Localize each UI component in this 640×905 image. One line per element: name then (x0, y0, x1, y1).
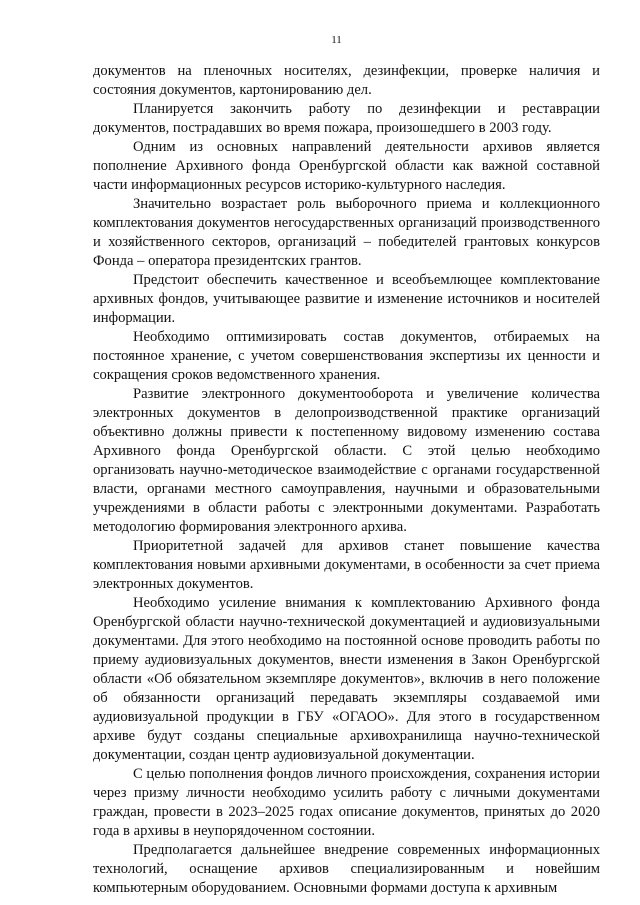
paragraph-6: Необходимо оптимизировать состав документов, отбираемых на постоянное хранение, с учетом совершенствования экспертизы их ценности и сокращения сроков ведомственного хранения. (93, 329, 600, 383)
paragraph-7: Развитие электронного документооборота и увеличение количества электронных документов в делопроизводственной практике организаций объективно должны привести к постепенному видовому изменению состава Архивного фонда Оренбургской области. С этой целью необходимо организовать научно-методическое взаимодействие с органами государственной власти, органами местного самоуправления, научными и образовательными учреждениями в области работы с электронными документами. Разработать методологию формирования электронного архива. (93, 386, 600, 535)
page-number: 11 (331, 34, 342, 46)
paragraph-4: Значительно возрастает роль выборочного приема и коллекционного комплектования документов негосударственных организаций производственного и хозяйственного секторов, организаций – победителей грантовых конкурсов Фонда – оператора президентских грантов. (93, 196, 600, 269)
paragraph-5: Предстоит обеспечить качественное и всеобъемлющее комплектование архивных фондов, учитывающее развитие и изменение источников и носителей информации. (93, 272, 600, 326)
paragraph-3: Одним из основных направлений деятельности архивов является пополнение Архивного фонда Оренбургской области как важной составной части информационных ресурсов историко-культурного наследия. (93, 139, 600, 193)
paragraph-2: Планируется закончить работу по дезинфекции и реставрации документов, пострадавших во время пожара, произошедшего в 2003 году. (93, 101, 600, 136)
paragraph-9: Необходимо усиление внимания к комплектованию Архивного фонда Оренбургской области научно-технической документацией и аудиовизуальными документами. Для этого необходимо на постоянной основе проводить работы по приему аудиовизуальных документов, внести изменения в Закон Оренбургской области «Об обязательном экземпляре документов», включив в него положение об обязанности организаций передавать экземпляры создаваемой ими аудиовизуальной продукции в ГБУ «ОГАОО». Для этого в государственном архиве будут созданы специальные архивохранилища научно-технической документации, создан центр аудиовизуальной документации. (93, 595, 600, 763)
paragraph-11: Предполагается дальнейшее внедрение современных информационных технологий, оснащение архивов специализированным и новейшим компьютерным оборудованием. Основными формами доступа к архивным (93, 842, 600, 896)
paragraph-10: С целью пополнения фондов личного происхождения, сохранения истории через призму личности необходимо усилить работу с личными документами граждан, провести в 2023–2025 годах описание документов, принятых до 2020 года в архивы в неупорядоченном состоянии. (93, 766, 600, 839)
paragraph-1: документов на пленочных носителях, дезинфекции, проверке наличия и состояния документов, картонированию дел. (93, 63, 600, 98)
paragraph-8: Приоритетной задачей для архивов станет повышение качества комплектования новыми архивными документами, в особенности за счет приема электронных документов. (93, 538, 600, 592)
